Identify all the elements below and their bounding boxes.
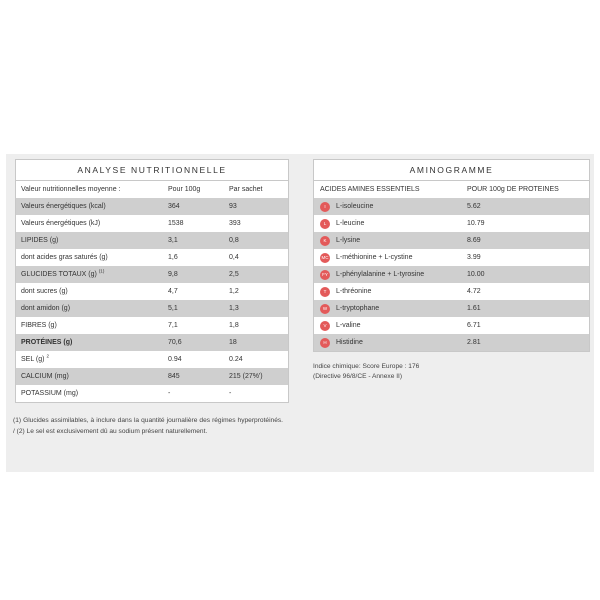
amino-row-label [314,202,467,212]
nutrition-row-label-text: CALCIUM (mg) [21,373,69,380]
nutrition-row [16,266,288,283]
nutrition-row-per100: 9,8 [168,271,178,278]
amino-row-value: 10.00 [467,271,485,278]
amino-row-label [314,236,467,246]
nutrition-row-per100: 7,1 [168,322,178,329]
amino-row-label-text: Histidine [336,339,363,346]
amino-row-label [314,338,467,348]
amino-badge-icon: V [320,321,330,331]
nutrition-header-row [16,181,288,198]
nutrition-footnote: (1) Glucides assimilables, à inclure dans la quantité journalière des régimes hyperprotéinés. / (2) Le sel est exclusivement dû au sodium présent naturellement. [13,417,283,435]
amino-row-label-text: L-leucine [336,220,365,227]
nutrition-row-persachet: 215 (27%') [229,373,263,380]
amino-badge-icon: MC [320,253,330,263]
nutrition-row-per100: 1538 [168,220,184,227]
nutrition-row-label [16,373,168,380]
aminogramme-title: AMINOGRAMME [314,160,589,181]
nutrition-row [16,300,288,317]
nutrition-row-label [16,305,168,312]
amino-row-label-text: L-tryptophane [336,305,380,312]
nutrition-row-persachet: 0.24 [229,356,243,363]
chemical-index [313,362,419,382]
nutrition-row [16,283,288,300]
nutrition-table [15,159,289,403]
header-label: Valeur nutritionnelles moyenne : [21,186,121,193]
amino-badge-icon: T [320,287,330,297]
nutrition-row-label [16,203,168,210]
nutrition-row-persachet: 1,3 [229,305,239,312]
nutrition-row-label [16,220,168,227]
nutrition-row-persachet: 0,8 [229,237,239,244]
nutrition-row-label-text: GLUCIDES TOTAUX (g) [21,271,97,278]
amino-row [314,198,589,215]
nutrition-row-label [16,322,168,329]
amino-row-label-text: L-valine [336,322,361,329]
amino-row [314,300,589,317]
amino-row-label [314,253,467,263]
amino-row-value: 8.69 [467,237,481,244]
amino-row-label-text: L-isoleucine [336,203,374,210]
amino-row-value: 3.99 [467,254,481,261]
nutrition-row-per100: 3,1 [168,237,178,244]
nutrition-row-label [16,268,168,278]
amino-badge-icon: W [320,304,330,314]
nutrition-row-per100: 70,6 [168,339,182,346]
nutrition-row [16,249,288,266]
amino-badge-icon: H [320,338,330,348]
nutrition-row-label [16,339,168,346]
amino-row [314,266,589,283]
nutrition-row [16,232,288,249]
amino-header-label: ACIDES AMINES ESSENTIELS [320,186,420,193]
nutrition-row [16,317,288,334]
nutrition-row-persachet: 393 [229,220,241,227]
nutrition-row-footnote-ref: (1) [98,268,105,274]
aminogramme-header-row [314,181,589,198]
nutrition-row-label-text: SEL (g) [21,356,45,363]
amino-row-value: 4.72 [467,288,481,295]
nutrition-row [16,368,288,385]
nutrition-row-per100: 1,6 [168,254,178,261]
nutrition-row-label [16,353,168,363]
nutrition-row-per100: 4,7 [168,288,178,295]
amino-row-value: 2.81 [467,339,481,346]
nutrition-row [16,215,288,232]
nutrition-row-per100: 364 [168,203,180,210]
nutrition-row-label-text: dont sucres (g) [21,288,68,295]
nutrition-title: ANALYSE NUTRITIONNELLE [16,160,288,181]
nutrition-panel [6,154,594,472]
nutrition-row [16,351,288,368]
amino-row-label-text: L-méthionine + L-cystine [336,254,413,261]
amino-row-value: 6.71 [467,322,481,329]
nutrition-row [16,385,288,402]
amino-row [314,334,589,351]
nutrition-row-persachet: - [229,390,232,397]
amino-row [314,232,589,249]
nutrition-row-persachet: 18 [229,339,237,346]
amino-row-label-text: L-phénylalanine + L-tyrosine [336,271,425,278]
nutrition-row-label-text: dont acides gras saturés (g) [21,254,108,261]
nutrition-row-label-text: POTASSIUM (mg) [21,390,79,397]
header-per100: Pour 100g [168,186,201,193]
nutrition-row-persachet: 93 [229,203,237,210]
amino-row [314,249,589,266]
nutrition-rows [16,198,288,402]
amino-badge-icon: K [320,236,330,246]
nutrition-row-label [16,390,168,397]
chemical-index-directive: (Directive 96/8/CE - Annexe II) [313,373,403,380]
nutrition-row-label [16,288,168,295]
amino-row-label-text: L-thréonine [336,288,372,295]
aminogramme-table [313,159,590,352]
nutrition-row-label-text: PROTÉINES (g) [21,339,73,346]
nutrition-row-label [16,237,168,244]
amino-row [314,215,589,232]
amino-badge-icon: FY [320,270,330,280]
amino-row [314,317,589,334]
chemical-index-score: Indice chimique: Score Europe : 176 [313,363,420,370]
amino-row [314,283,589,300]
nutrition-row-per100: 0.94 [168,356,182,363]
amino-row-label [314,287,467,297]
nutrition-row-label-text: dont amidon (g) [21,305,71,312]
nutrition-row-per100: 845 [168,373,180,380]
amino-row-value: 10.79 [467,220,485,227]
nutrition-row-persachet: 0,4 [229,254,239,261]
nutrition-row-label [16,254,168,261]
amino-badge-icon: I [320,202,330,212]
amino-row-label [314,304,467,314]
nutrition-row-per100: 5,1 [168,305,178,312]
header-persachet: Par sachet [229,186,263,193]
amino-row-label [314,219,467,229]
nutrition-row-footnote-ref: 2 [46,353,49,359]
amino-header-value: POUR 100g DE PROTEINES [467,186,559,193]
amino-row-value: 5.62 [467,203,481,210]
nutrition-row-label-text: Valeurs énergétiques (kJ) [21,220,101,227]
nutrition-row-label-text: FIBRES (g) [21,322,57,329]
amino-rows [314,198,589,351]
nutrition-row-label-text: LIPIDES (g) [21,237,59,244]
amino-row-value: 1.61 [467,305,481,312]
nutrition-row [16,198,288,215]
nutrition-row-persachet: 2,5 [229,271,239,278]
nutrition-row-per100: - [168,390,171,397]
nutrition-row [16,334,288,351]
amino-badge-icon: L [320,219,330,229]
amino-row-label [314,270,467,280]
nutrition-row-label-text: Valeurs énergétiques (kcal) [21,203,106,210]
nutrition-row-persachet: 1,2 [229,288,239,295]
amino-row-label-text: L-lysine [336,237,361,244]
nutrition-row-persachet: 1,8 [229,322,239,329]
amino-row-label [314,321,467,331]
